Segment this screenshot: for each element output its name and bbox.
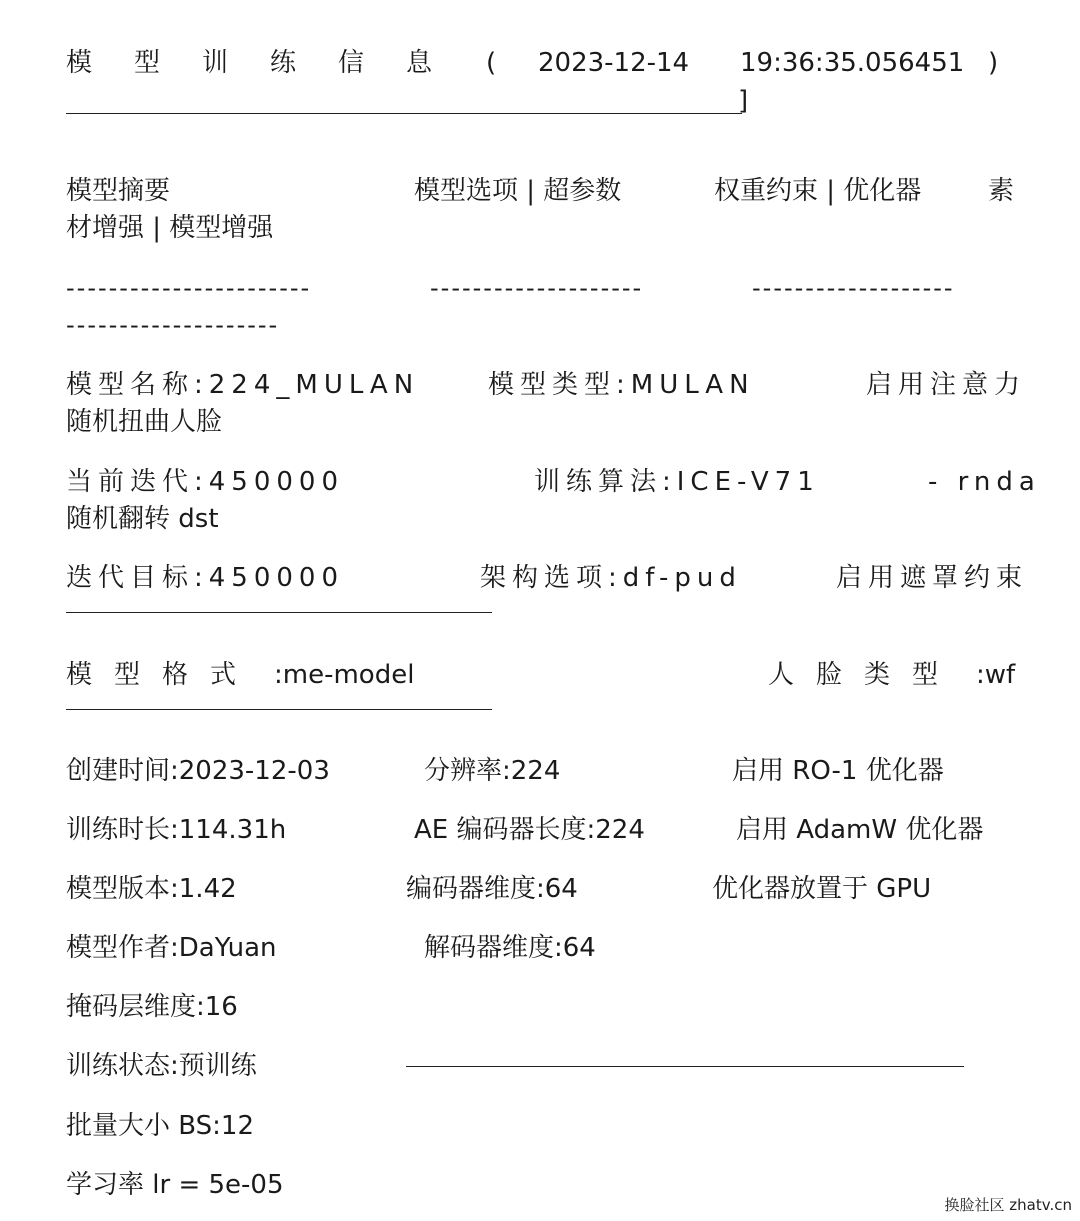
architecture-option: 架构选项:df-pud <box>480 563 742 593</box>
created-time: 创建时间:2023-12-03 <box>66 756 330 786</box>
rule <box>406 1066 964 1067</box>
model-version: 模型版本:1.42 <box>66 874 237 904</box>
learning-rate: 学习率 lr = 5e-05 <box>66 1170 284 1200</box>
rnda-option: - rnda <box>928 467 1041 497</box>
header-rule-end: ] <box>738 86 749 116</box>
title-char: 型 <box>134 48 161 78</box>
title-char: 息 <box>406 48 433 78</box>
open-paren: ( <box>486 48 497 78</box>
current-iteration: 当前迭代:450000 <box>66 467 345 497</box>
random-warp-option: 随机扭曲人脸 <box>66 407 223 437</box>
dash-separator: -------------------- <box>430 274 644 302</box>
col-title-weights: 权重约束 | 优化器 <box>714 176 922 206</box>
target-iteration: 迭代目标:450000 <box>66 563 345 593</box>
ro1-optimizer: 启用 RO-1 优化器 <box>732 756 944 786</box>
header-date: 2023-12-14 <box>538 48 690 78</box>
model-format-value: :me-model <box>274 660 415 690</box>
ae-encoder-length: AE 编码器长度:224 <box>414 815 645 845</box>
adamw-optimizer: 启用 AdamW 优化器 <box>736 815 984 845</box>
dash-separator: -------------------- <box>66 311 280 339</box>
page-title <box>66 50 474 76</box>
close-paren: ) <box>988 48 999 78</box>
random-flip-option: 随机翻转 dst <box>66 504 219 534</box>
mask-layer-dimension: 掩码层维度:16 <box>66 992 238 1022</box>
col-title-summary: 模型摘要 <box>66 176 171 206</box>
watermark: 换脸社区 zhatv.cn <box>944 1196 1072 1214</box>
decoder-dimension: 解码器维度:64 <box>424 933 596 963</box>
col-title-options: 模型选项 | 超参数 <box>414 176 622 206</box>
model-name: 模型名称:224_MULAN <box>66 370 420 400</box>
face-type-value: :wf <box>976 660 1016 690</box>
model-type: 模型类型:MULAN <box>488 370 755 400</box>
dash-separator: ----------------------- <box>66 274 312 302</box>
title-char: 模 <box>66 48 93 78</box>
training-algorithm: 训练算法:ICE-V71 <box>534 467 820 497</box>
model-format-label: 模型格式 <box>66 660 259 690</box>
batch-size: 批量大小 BS:12 <box>66 1111 254 1141</box>
training-duration: 训练时长:114.31h <box>66 815 287 845</box>
resolution: 分辨率:224 <box>424 756 561 786</box>
dash-separator: ------------------- <box>752 274 955 302</box>
header-rule <box>66 113 742 114</box>
title-char: 练 <box>270 48 297 78</box>
attention-option: 启用注意力 <box>866 370 1027 400</box>
col-title-wrap: 素 <box>988 176 1015 206</box>
header-time: 19:36:35.056451 <box>740 48 965 78</box>
rule <box>66 709 492 710</box>
rule <box>66 612 492 613</box>
encoder-dimension: 编码器维度:64 <box>406 874 578 904</box>
title-char: 训 <box>202 48 229 78</box>
col-title-augment: 材增强 | 模型增强 <box>66 213 274 243</box>
optimizer-on-gpu: 优化器放置于 GPU <box>712 874 932 904</box>
mask-constraint-option: 启用遮罩约束 <box>836 563 1029 593</box>
training-status: 训练状态:预训练 <box>66 1051 257 1081</box>
face-type-label: 人脸类型 <box>768 660 961 690</box>
title-char: 信 <box>338 48 365 78</box>
model-author: 模型作者:DaYuan <box>66 933 277 963</box>
